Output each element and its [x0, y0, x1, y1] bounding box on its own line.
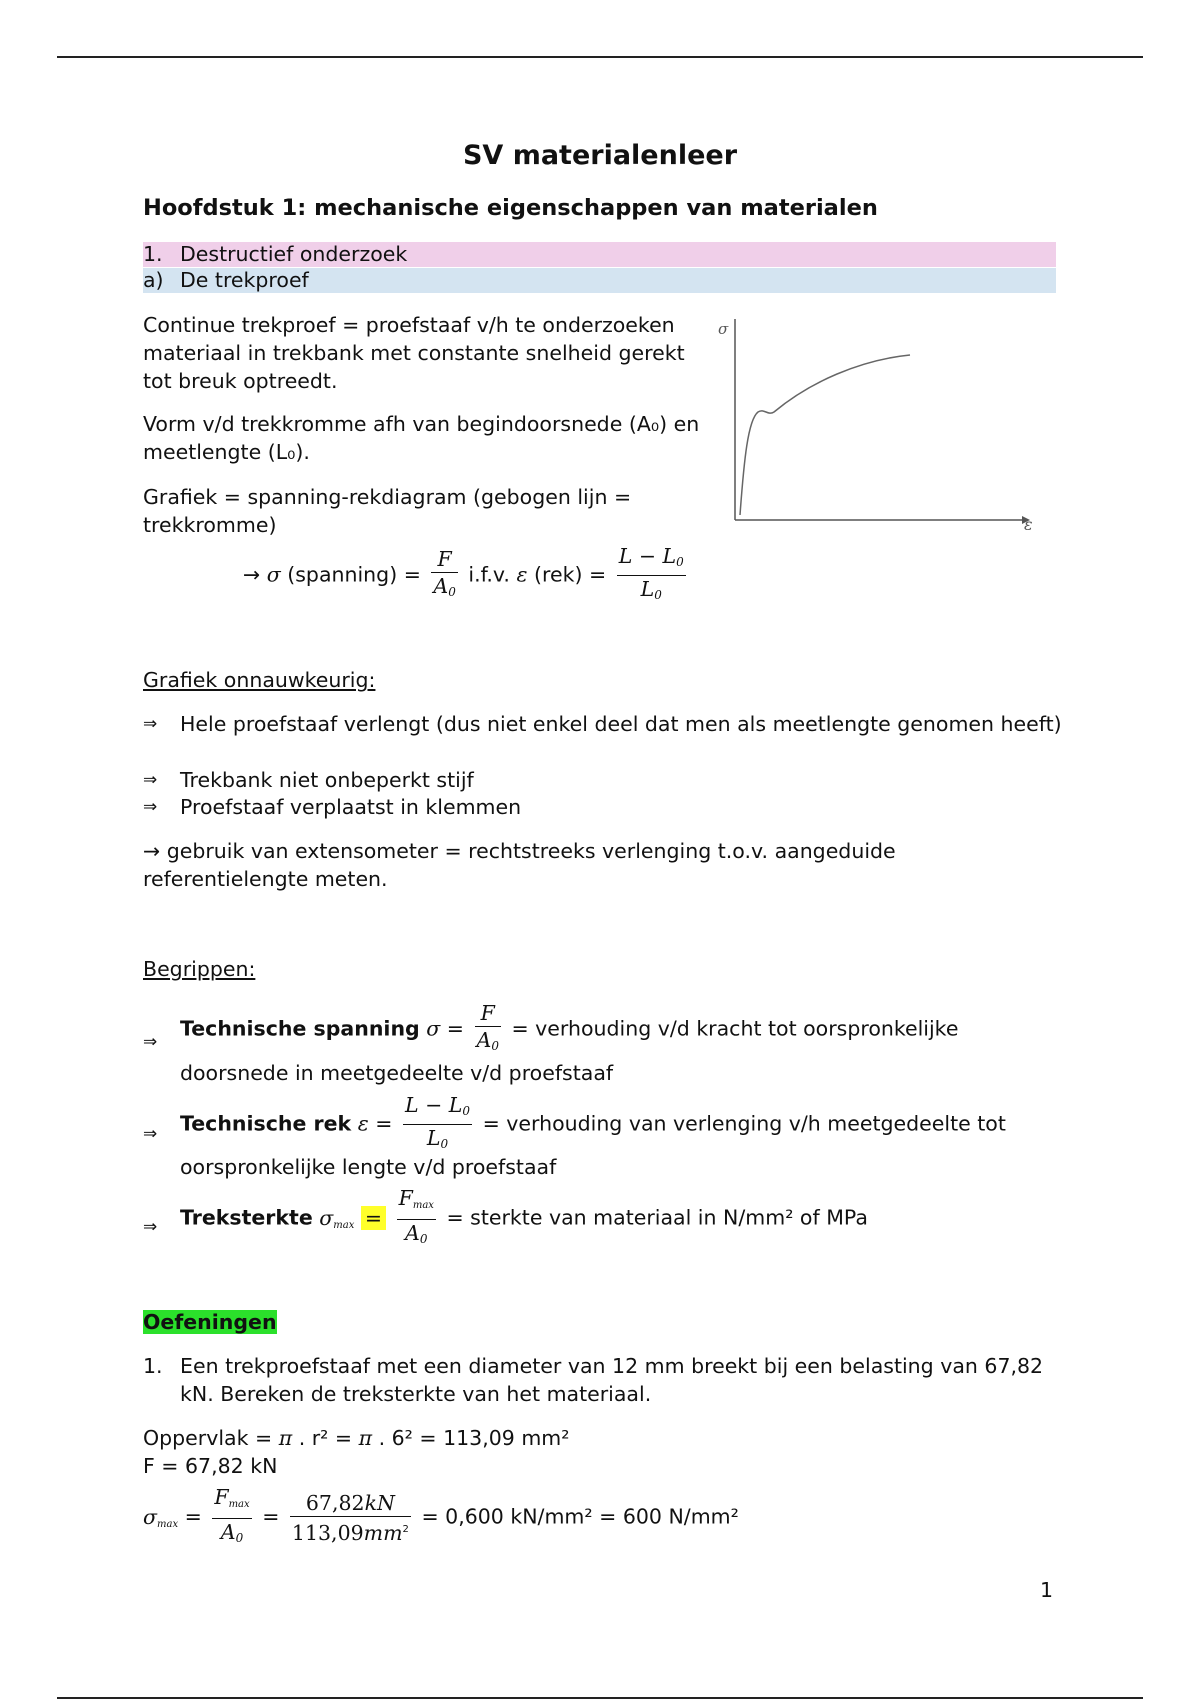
subsection-heading — [143, 268, 1056, 293]
footer-rule — [57, 1697, 1143, 1699]
concepts-heading: Begrippen: — [143, 957, 256, 981]
subsection-label: De trekproef — [180, 268, 309, 292]
intro-paragraph-3: Grafiek = spanning-rekdiagram (gebogen lijn = trekkromme) — [143, 485, 632, 537]
section-label: Destructief onderzoek — [180, 242, 408, 266]
highlighted-equals: = — [361, 1206, 386, 1230]
subsection-number: a) — [143, 268, 164, 292]
chapter-heading: Hoofdstuk 1: mechanische eigenschappen van materialen — [143, 195, 878, 221]
section-heading — [143, 242, 1056, 267]
trekkromme-curve — [740, 355, 910, 515]
section-number: 1. — [143, 242, 163, 266]
area-calculation: Oppervlak = π . r² = π . 6² = 113,09 mm² — [143, 1426, 570, 1450]
document-title: SV materialenleer — [462, 140, 738, 171]
treksterkte-calculation: $\sigma_{max}$ = $\frac{F_{max}}{A_0}$ = $\frac{67,82kN}{113,09mm^2}$ = 0,600 kN/mm² = 600 N/mm² — [143, 1485, 739, 1545]
implies-icon: ⇒ — [143, 1217, 158, 1237]
implies-icon: ⇒ — [143, 714, 158, 734]
implies-icon: ⇒ — [143, 770, 158, 790]
page-number: 1 — [1040, 1578, 1054, 1602]
force-value: F = 67,82 kN — [143, 1454, 278, 1478]
inaccurate-heading: Grafiek onnauwkeurig: — [143, 668, 376, 692]
exercises-heading: Oefeningen — [143, 1310, 277, 1334]
arrow-icon: → — [243, 562, 261, 587]
intro-paragraph-2: Vorm v/d trekkromme afh van begindoorsnede (A₀) en meetlengte (L₀). — [143, 412, 700, 464]
extensometer-note: → gebruik van extensometer = rechtstreeks verlenging t.o.v. aangeduide referentielengte meten. — [143, 839, 896, 891]
formula-line: → σ (spanning) = $\frac{F}{A_0}$ i.f.v. ε (rek) = $\frac{L - L_0}{L_0}$ — [243, 543, 690, 608]
header-rule — [57, 56, 1143, 58]
strain-fraction: $\frac{L - L_0}{L_0}$ — [618, 544, 684, 602]
x-axis-label: ε — [1024, 515, 1033, 534]
stress-strain-diagram — [700, 310, 1060, 545]
stress-fraction: $\frac{F}{A_0}$ — [433, 547, 456, 599]
y-axis-label: σ — [718, 320, 729, 338]
intro-paragraph-1: Continue trekproef = proefstaaf v/h te onderzoeken materiaal in trekbank met constante snelheid gerekt tot breuk optreedt. — [143, 313, 685, 393]
implies-icon: ⇒ — [143, 797, 158, 817]
implies-icon: ⇒ — [143, 1124, 158, 1144]
implies-icon: ⇒ — [143, 1032, 158, 1052]
